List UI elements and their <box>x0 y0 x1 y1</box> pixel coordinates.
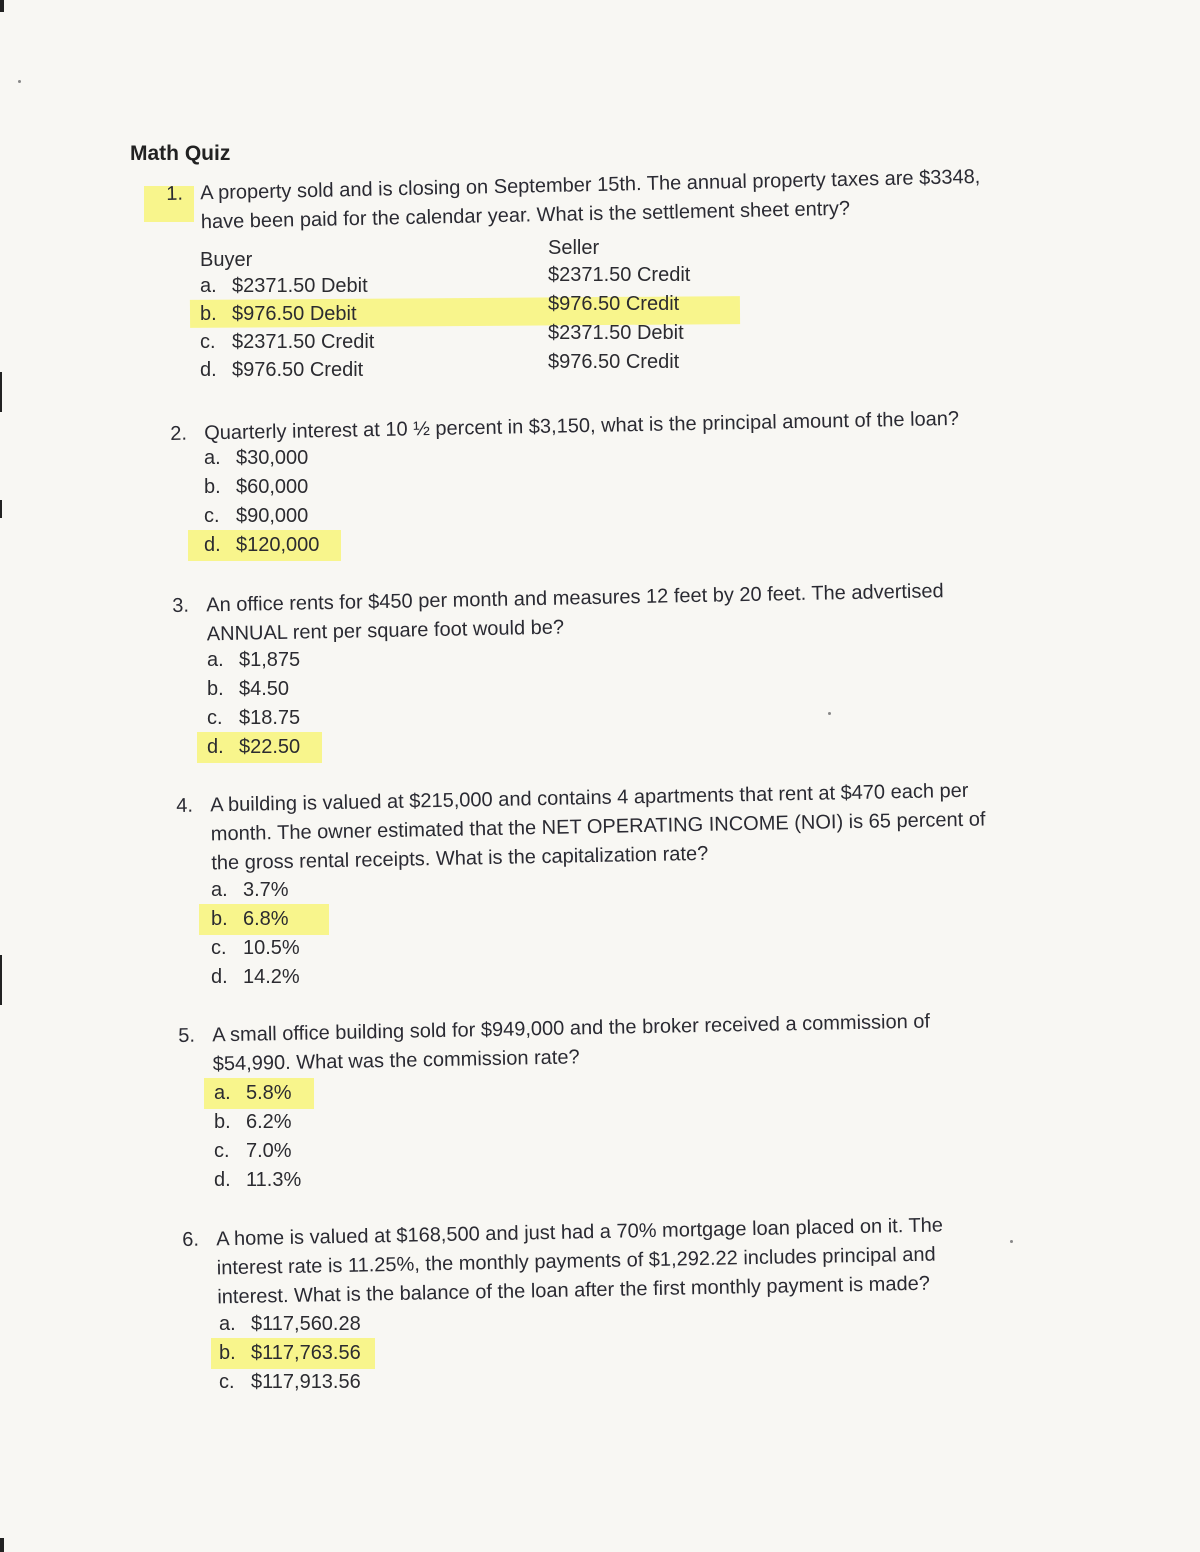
option-letter: c. <box>204 505 220 527</box>
option-letter: d. <box>211 966 228 988</box>
option-5a <box>214 1079 314 1108</box>
option-5b <box>214 1108 292 1137</box>
option-2a <box>204 444 308 473</box>
scan-edge-mark <box>0 500 2 518</box>
option-6c <box>219 1368 361 1397</box>
option-letter: a. <box>219 1313 236 1335</box>
option-text: 10.5% <box>243 937 300 959</box>
option-text: $117,560.28 <box>251 1313 361 1335</box>
option-4b <box>211 905 329 934</box>
highlight-marker <box>199 904 329 935</box>
option-buyer: $976.50 Debit <box>232 303 357 325</box>
option-letter: d. <box>214 1169 231 1191</box>
question-line: Quarterly interest at 10 ½ percent in $3,150, what is the principal amount of the loan? <box>204 407 960 445</box>
option-buyer: $2371.50 Debit <box>232 275 368 297</box>
option-seller: $2371.50 Debit <box>548 322 684 344</box>
option-3a <box>207 646 300 675</box>
question-number: 4. <box>176 794 194 817</box>
question-number: 1. <box>166 182 184 205</box>
option-text: 6.8% <box>243 908 289 930</box>
option-6a <box>219 1310 361 1339</box>
option-letter: c. <box>200 331 216 353</box>
option-1a <box>200 272 368 301</box>
scan-edge-mark <box>0 1538 4 1552</box>
option-text: $4.50 <box>239 678 290 700</box>
option-letter: c. <box>219 1371 235 1393</box>
option-seller: $976.50 Credit <box>548 351 680 373</box>
option-buyer: $2371.50 Credit <box>232 331 375 353</box>
question-number: 6. <box>182 1228 200 1251</box>
question-text <box>210 776 986 878</box>
option-letter: b. <box>200 303 217 325</box>
option-letter: b. <box>219 1342 236 1364</box>
question-text <box>206 577 944 649</box>
option-text: $90,000 <box>236 505 309 527</box>
question-text <box>200 163 981 237</box>
question-line: have been paid for the calendar year. What is the settlement sheet entry? <box>200 197 851 234</box>
option-text: $117,763.56 <box>251 1342 361 1364</box>
question-line: An office rents for $450 per month and measures 12 feet by 20 feet. The advertised <box>206 580 944 617</box>
scan-speck <box>18 80 21 83</box>
option-letter: c. <box>214 1140 230 1162</box>
page-title: Math Quiz <box>130 142 231 165</box>
question-line: interest rate is 11.25%, the monthly payments of $1,292.22 includes principal and <box>216 1243 936 1280</box>
option-4d <box>211 963 300 992</box>
option-seller: $976.50 Credit <box>548 293 680 315</box>
question-line: ANNUAL rent per square foot would be? <box>206 616 565 646</box>
scan-edge-mark <box>0 955 2 1005</box>
option-buyer: $976.50 Credit <box>232 359 364 381</box>
option-3c <box>207 704 300 733</box>
scan-speck <box>828 712 831 715</box>
buyer-header: Buyer <box>200 249 253 271</box>
question-line: A small office building sold for $949,000 and the broker received a commission of <box>212 1010 931 1047</box>
question-line: $54,990. What was the commission rate? <box>212 1046 580 1076</box>
scan-speck <box>1010 1240 1013 1243</box>
option-2b <box>204 473 308 502</box>
question-number: 2. <box>170 422 188 445</box>
option-3d <box>207 733 322 762</box>
question-line: interest. What is the balance of the loan after the first monthly payment is made? <box>217 1272 931 1309</box>
option-text: $1,875 <box>239 649 301 671</box>
option-letter: a. <box>214 1082 231 1104</box>
option-1c <box>200 328 374 357</box>
option-text: $117,913.56 <box>251 1371 361 1393</box>
option-letter: a. <box>207 649 224 671</box>
question-1 <box>166 161 1067 240</box>
option-text: 14.2% <box>243 966 300 988</box>
option-letter: b. <box>211 908 228 930</box>
option-text: 6.2% <box>246 1111 292 1133</box>
option-letter: d. <box>200 359 217 381</box>
question-6 <box>182 1209 1084 1316</box>
question-line: A home is valued at $168,500 and just had a 70% mortgage loan placed on it. The <box>216 1214 944 1251</box>
highlight-marker <box>197 732 322 763</box>
option-text: 5.8% <box>246 1082 292 1104</box>
option-letter: a. <box>211 879 228 901</box>
question-line: month. The owner estimated that the NET OPERATING INCOME (NOI) is 65 percent of <box>210 808 986 846</box>
question-text <box>212 1008 931 1080</box>
option-letter: b. <box>214 1111 231 1133</box>
option-4a <box>211 876 289 905</box>
scan-edge-mark <box>0 0 4 12</box>
option-text: $120,000 <box>236 534 320 556</box>
option-letter: c. <box>207 707 223 729</box>
highlight-marker <box>188 530 341 561</box>
option-text: 7.0% <box>246 1140 292 1162</box>
option-text: 3.7% <box>243 879 289 901</box>
option-1d <box>200 356 363 385</box>
scan-edge-mark <box>0 372 2 412</box>
option-text: 11.3% <box>246 1169 302 1191</box>
question-line: A building is valued at $215,000 and contains 4 apartments that rent at $470 each per <box>210 779 969 817</box>
option-text: $30,000 <box>236 447 309 469</box>
option-2c <box>204 502 308 531</box>
option-letter: a. <box>200 275 217 297</box>
question-4 <box>176 775 1078 882</box>
question-5 <box>178 1005 1079 1082</box>
option-text: $60,000 <box>236 476 309 498</box>
option-seller: $2371.50 Credit <box>548 264 691 286</box>
option-4c <box>211 934 300 963</box>
question-line: A property sold and is closing on September 15th. The annual property taxes are $3348, <box>200 165 981 205</box>
option-letter: b. <box>204 476 221 498</box>
question-number: 3. <box>172 594 190 617</box>
option-5d <box>214 1166 301 1195</box>
option-letter: a. <box>204 447 221 469</box>
option-6b <box>219 1339 375 1368</box>
question-text <box>204 405 959 448</box>
seller-header: Seller <box>548 237 600 259</box>
highlight-marker <box>204 1078 314 1109</box>
option-5c <box>214 1137 292 1166</box>
question-line: the gross rental receipts. What is the capitalization rate? <box>211 842 709 875</box>
question-2 <box>170 403 1070 450</box>
option-2d <box>204 531 341 560</box>
question-text <box>216 1211 944 1312</box>
highlight-marker <box>211 1338 375 1369</box>
question-number: 5. <box>178 1024 196 1047</box>
option-letter: c. <box>211 937 227 959</box>
option-text: $18.75 <box>239 707 301 729</box>
option-letter: b. <box>207 678 224 700</box>
option-letter: d. <box>207 736 224 758</box>
option-1b <box>200 300 357 329</box>
option-letter: d. <box>204 534 221 556</box>
question-3 <box>172 575 1073 652</box>
option-3b <box>207 675 289 704</box>
option-text: $22.50 <box>239 736 301 758</box>
